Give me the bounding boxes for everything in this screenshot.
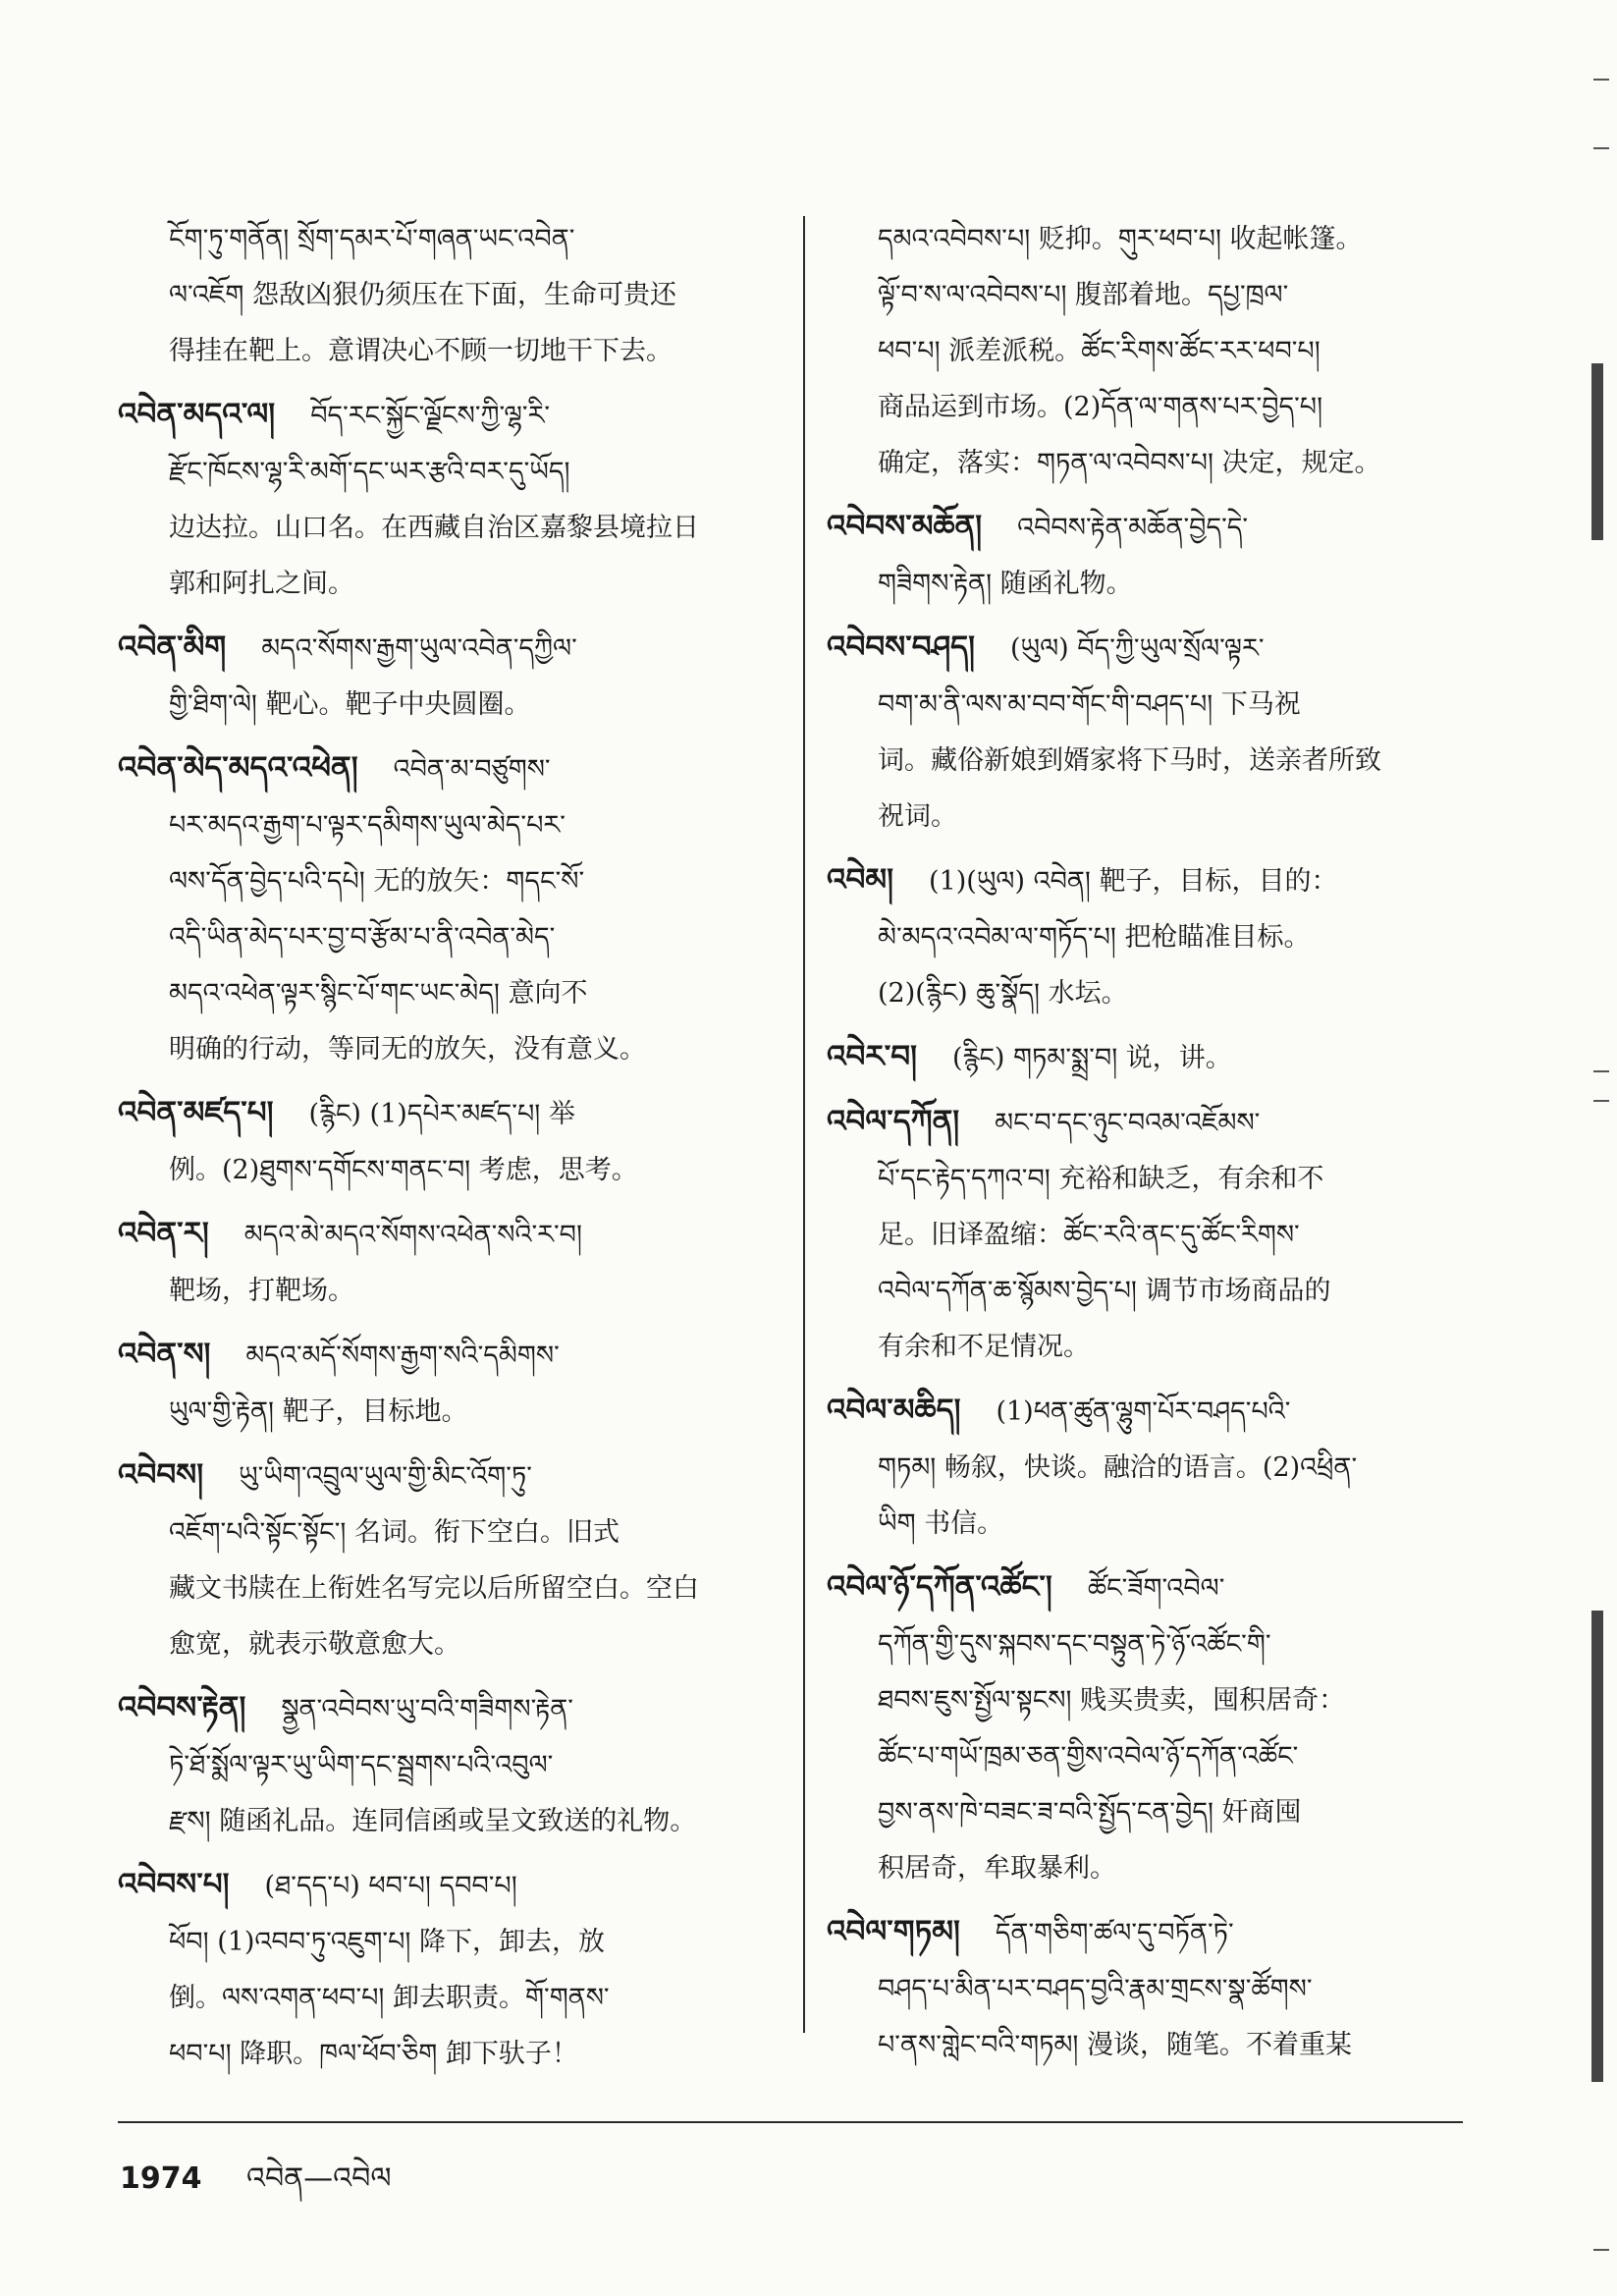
headword: འབེན་མིག bbox=[118, 629, 227, 665]
entry-line bbox=[118, 740, 795, 797]
headword: འབེན་ས། bbox=[118, 1337, 211, 1372]
entry-text: ལས་དོན་བྱེད་པའི་དཔེ། 无的放矢：གདང་སོ་ bbox=[169, 866, 585, 897]
entry-line bbox=[118, 267, 795, 323]
entry-line bbox=[827, 267, 1475, 323]
entry-line bbox=[827, 556, 1475, 612]
headword: འབེབས། bbox=[118, 1457, 204, 1493]
entry-line bbox=[118, 1327, 795, 1384]
headword: འབེན་ར། bbox=[118, 1216, 209, 1251]
entry-line bbox=[118, 677, 795, 733]
scan-edge-tick bbox=[1593, 1100, 1609, 1102]
entry-text: བག་མ་ནི་ལས་མ་བབ་གོང་གི་བཤད་པ། 下马祝 bbox=[878, 689, 1301, 720]
entry-line bbox=[827, 1961, 1475, 2017]
entry-line bbox=[118, 556, 795, 612]
headword: འབེལ་དཀོན། bbox=[827, 1104, 960, 1139]
entry-line bbox=[118, 444, 795, 500]
entry-line bbox=[827, 1728, 1475, 1784]
entry-text: (ཡུལ) བོད་ཀྱི་ཡུལ་སྲོལ་ལྟར་ bbox=[1010, 633, 1265, 664]
entry-text: ཡུལ་གྱི་རྟེན། 靶子，目标地。 bbox=[169, 1396, 468, 1427]
entry-text: 词。藏俗新娘到婿家将下马时，送亲者所致 bbox=[878, 745, 1381, 776]
entry-text: འཇོག་པའི་སྟོང་སྟོང་། 名词。衔下空白。旧式 bbox=[169, 1517, 620, 1548]
entry-text: མདའ་མེ་མདའ་སོགས་འཕེན་སའི་ར་བ། bbox=[243, 1220, 582, 1250]
entry-text: 例。(2)ཐུགས་དགོངས་གནང་བ། 考虑，思考。 bbox=[169, 1155, 638, 1185]
entry-line bbox=[118, 1560, 795, 1616]
entry-text: ཕབ་པ། 派差派税。ཚོང་རིགས་ཚོང་རར་ཕབ་པ། bbox=[878, 336, 1321, 366]
dictionary-entry bbox=[827, 1559, 1475, 1896]
entry-line bbox=[827, 909, 1475, 965]
bottom-rule bbox=[118, 2121, 1463, 2123]
entry-text: མདའ་འཕེན་ལྟར་སྙིང་པོ་གང་ཡང་མེད། 意向不 bbox=[169, 978, 588, 1009]
entry-line bbox=[827, 2017, 1475, 2073]
dictionary-entry bbox=[118, 1680, 795, 1849]
entry-line bbox=[827, 1784, 1475, 1840]
entry-line bbox=[118, 1857, 795, 1914]
entry-text: ཕོབ། (1)འབབ་ཏུ་འཇུག་པ། 降下，卸去，放 bbox=[169, 1927, 605, 1957]
entry-line bbox=[118, 500, 795, 556]
entry-line bbox=[118, 1206, 795, 1263]
scan-edge-tick bbox=[1593, 2249, 1609, 2251]
headword: འབེན་མཛད་པ། bbox=[118, 1095, 274, 1130]
entry-text: 确定，落实：གཏན་ལ་འབེབས་པ། 决定，规定。 bbox=[878, 448, 1381, 478]
headword: འབེན་མེད་མདའ་འཕེན། bbox=[118, 750, 358, 786]
entry-text: 得挂在靶上。意谓决心不顾一切地干下去。 bbox=[169, 336, 673, 366]
entry-text: 积居奇，牟取暴利。 bbox=[878, 1853, 1116, 1884]
page-range: འབེན—འབེལ bbox=[246, 2161, 392, 2196]
dictionary-entry bbox=[118, 1448, 795, 1672]
headword: འབེབས་རྟེན། bbox=[118, 1690, 246, 1725]
scan-edge-marks bbox=[1578, 0, 1617, 2296]
entry-text: མདའ་མདོ་སོགས་རྒྱག་སའི་དམིགས་ bbox=[245, 1340, 560, 1371]
headword: འབེབས་བཤད། bbox=[827, 629, 976, 665]
scan-edge-tick bbox=[1593, 1070, 1609, 1072]
entry-line bbox=[827, 1029, 1475, 1086]
entry-text: མང་བ་དང་ཉུང་བའམ་འཇོམས་ bbox=[995, 1108, 1261, 1138]
entry-line bbox=[827, 1263, 1475, 1319]
entry-line bbox=[118, 1142, 795, 1198]
entry-text: 郭和阿扎之间。 bbox=[169, 569, 354, 599]
entry-text: 藏文书牍在上衔姓名写完以后所留空白。空白 bbox=[169, 1573, 699, 1604]
entry-text: འདི་ཡིན་མེད་པར་བྱ་བ་རྩོམ་པ་ནི་འབེན་མེད་ bbox=[169, 922, 556, 953]
entry-line bbox=[827, 677, 1475, 733]
entry-text: བྱས་ནས་ཁེ་བཟང་ཟ་བའི་སྤྱོད་ངན་བྱེད། 奸商囤 bbox=[878, 1797, 1302, 1828]
left-column bbox=[118, 211, 795, 2090]
entry-text: (2)(རྙིང) ཆུ་སྣོད། 水坛。 bbox=[878, 978, 1128, 1009]
dictionary-entry bbox=[118, 211, 795, 379]
entry-text: སྣྱན་འབེབས་ཡུ་བའི་གཟིགས་རྟེན་ bbox=[281, 1694, 573, 1724]
entry-text: རྫས། 随函礼品。连同信函或呈文致送的礼物。 bbox=[169, 1806, 697, 1836]
entry-line bbox=[118, 965, 795, 1021]
entry-line bbox=[827, 965, 1475, 1021]
entry-text: (1)ཕན་ཚུན་ལྷུག་པོར་བཤད་པའི་ bbox=[996, 1396, 1291, 1427]
entry-line bbox=[118, 1085, 795, 1142]
entry-line bbox=[827, 435, 1475, 491]
entry-line bbox=[118, 1970, 795, 2026]
entry-line bbox=[827, 1496, 1475, 1552]
entry-line bbox=[827, 1383, 1475, 1440]
entry-text: པོ་དང་རྟེད་དཀའ་བ། 充裕和缺乏，有余和不 bbox=[878, 1164, 1324, 1194]
entry-line bbox=[827, 1672, 1475, 1728]
page-number: 1974 bbox=[120, 2161, 202, 2196]
entry-line bbox=[118, 1616, 795, 1672]
entry-line bbox=[827, 1319, 1475, 1375]
entry-text: འབེབས་རྟེན་མཆོན་བྱེད་དེ་ bbox=[1017, 513, 1249, 543]
entry-text: 愈宽，就表示敬意愈大。 bbox=[169, 1629, 460, 1660]
entry-text: ངོག་ཏུ་གནོན། སྲོག་དམར་པོ་གཞན་ཡང་འབེན་ bbox=[169, 224, 575, 254]
entry-text: རྫོང་ཁོངས་ལྷ་རི་མགོ་དང་ཡར་རྩའི་བར་དུ་ཡོད། bbox=[169, 457, 570, 487]
right-column bbox=[827, 211, 1475, 2081]
entry-text: པར་མདའ་རྒྱག་པ་ལྟར་དམིགས་ཡུལ་མེད་པར་ bbox=[169, 810, 566, 841]
entry-text: དོན་གཅིག་ཚལ་དུ་བཏོན་ཏེ་ bbox=[995, 1918, 1234, 1948]
entry-line bbox=[827, 1440, 1475, 1496]
entry-line bbox=[827, 1840, 1475, 1896]
entry-line bbox=[827, 1904, 1475, 1961]
entry-text: 边达拉。山口名。在西藏自治区嘉黎县境拉日 bbox=[169, 513, 699, 543]
entry-text: དམའ་འབེབས་པ། 贬抑。གུར་ཕབ་པ། 收起帐篷。 bbox=[878, 224, 1363, 254]
entry-line bbox=[118, 2026, 795, 2082]
entry-line bbox=[118, 853, 795, 909]
entry-text: བཤད་པ་མིན་པར་བཤད་བྱའི་རྣམ་གྲངས་སྣ་ཚོགས་ bbox=[878, 1974, 1313, 2004]
entry-text: མདའ་སོགས་རྒྱག་ཡུལ་འབེན་དཀྱིལ་ bbox=[261, 633, 577, 664]
dictionary-entry bbox=[827, 1904, 1475, 2073]
entry-line bbox=[118, 620, 795, 677]
entry-text: (རྙིང) (1)དཔེར་མཛད་པ། 举 bbox=[308, 1099, 575, 1129]
entry-text: འབེལ་དཀོན་ཆ་སྙོམས་བྱེད་པ། 调节市场商品的 bbox=[878, 1276, 1331, 1306]
dictionary-entry bbox=[827, 1383, 1475, 1552]
entry-line bbox=[827, 379, 1475, 435]
scan-edge-bar bbox=[1591, 363, 1603, 540]
entry-line bbox=[118, 797, 795, 853]
entry-line bbox=[827, 1094, 1475, 1151]
entry-text: 明确的行动，等同无的放矢，没有意义。 bbox=[169, 1034, 646, 1065]
dictionary-entry bbox=[118, 1206, 795, 1319]
entry-text: 倒。ལས་འགན་ཕབ་པ། 卸去职责。གོ་གནས་ bbox=[169, 1983, 610, 2013]
dictionary-entry bbox=[827, 1094, 1475, 1375]
entry-line bbox=[118, 1737, 795, 1793]
dictionary-entry bbox=[118, 387, 795, 612]
entry-line bbox=[827, 1207, 1475, 1263]
scan-edge-bar bbox=[1591, 1611, 1603, 2082]
entry-line bbox=[118, 323, 795, 379]
entry-text: (རྙིང) གཏམ་སྨྲ་བ། 说，讲。 bbox=[951, 1043, 1232, 1073]
entry-text: གཏམ། 畅叙，快谈。融洽的语言。(2)འཕྲིན་ bbox=[878, 1452, 1358, 1483]
scan-edge-tick bbox=[1593, 147, 1609, 149]
dictionary-entry bbox=[827, 499, 1475, 612]
dictionary-entry bbox=[118, 740, 795, 1077]
entry-text: 足。旧译盈缩：ཚོང་རའི་ནང་དུ་ཚོང་རིགས་ bbox=[878, 1220, 1300, 1250]
entry-text: 商品运到市场。(2)དོན་ལ་གནས་པར་བྱེད་པ། bbox=[878, 392, 1323, 422]
entry-line bbox=[118, 1680, 795, 1737]
dictionary-entry bbox=[827, 620, 1475, 845]
dictionary-entry bbox=[118, 1857, 795, 2082]
entry-line bbox=[118, 387, 795, 444]
entry-text: འབེན་མ་བཙུགས་ bbox=[393, 754, 551, 785]
entry-line bbox=[118, 1504, 795, 1560]
dictionary-entry bbox=[118, 620, 795, 733]
entry-text: མེ་མདའ་འབེམ་ལ་གཏོད་པ། 把枪瞄准目标。 bbox=[878, 922, 1311, 953]
entry-text: དཀོན་གྱི་དུས་སྐབས་དང་བསྟུན་ཏེ་ཉོ་འཚོང་གི་ bbox=[878, 1629, 1271, 1660]
dictionary-entry bbox=[827, 211, 1475, 491]
entry-text: 有余和不足情况。 bbox=[878, 1332, 1090, 1362]
entry-text: གྱི་ཐིག་ལེ། 靶心。靶子中央圆圈。 bbox=[169, 689, 531, 720]
headword: འབེན་མདའ་ལ། bbox=[118, 397, 276, 432]
headword: འབེབས་པ། bbox=[118, 1867, 230, 1902]
entry-line bbox=[118, 1793, 795, 1849]
headword: འབེམ། bbox=[827, 862, 894, 898]
entry-line bbox=[118, 909, 795, 965]
entry-line bbox=[118, 1448, 795, 1504]
entry-line bbox=[118, 1021, 795, 1077]
headword: འབེལ་མཆིད། bbox=[827, 1393, 961, 1428]
entry-line bbox=[118, 211, 795, 267]
entry-line bbox=[827, 211, 1475, 267]
entry-text: ཡིག 书信。 bbox=[878, 1508, 1004, 1539]
entry-text: (ཐ་དད་པ) ཕབ་པ། དབབ་པ། bbox=[264, 1871, 517, 1901]
dictionary-entry bbox=[827, 852, 1475, 1021]
column-divider bbox=[803, 216, 805, 2033]
entry-text: བོད་རང་སྐྱོང་ལྗོངས་ཀྱི་ལྷ་རི་ bbox=[310, 401, 551, 431]
entry-text: ལྟོ་བ་ས་ལ་འབེབས་པ། 腹部着地。དཔྱ་ཁྲལ་ bbox=[878, 280, 1289, 310]
dictionary-entry bbox=[118, 1327, 795, 1440]
entry-text: ཡུ་ཡིག་འབྲུལ་ཡུལ་གྱི་མིང་འོག་ཏུ་ bbox=[239, 1461, 532, 1492]
entry-line bbox=[118, 1914, 795, 1970]
entry-text: ཚོང་པ་གཡོ་ཁྲམ་ཅན་གྱིས་འབེལ་ཉོ་དཀོན་འཚོང་ bbox=[878, 1741, 1299, 1772]
entry-text: ཏེ་ཐོ་སྨོལ་ལྟར་ཡུ་ཡིག་དང་སྦྲགས་པའི་འབུལ་ bbox=[169, 1750, 554, 1780]
entry-text: 祝词。 bbox=[878, 801, 957, 832]
headword: འབེར་བ། bbox=[827, 1039, 917, 1074]
headword: འབེལ་ཉོ་དཀོན་འཚོང་། bbox=[827, 1569, 1052, 1605]
entry-text: ཐབས་ཇུས་སྤྱོལ་སྟངས། 贱买贵卖，囤积居奇： bbox=[878, 1685, 1346, 1716]
entry-line bbox=[827, 1616, 1475, 1672]
entry-line bbox=[827, 323, 1475, 379]
entry-line bbox=[827, 499, 1475, 556]
entry-line bbox=[827, 620, 1475, 677]
entry-line bbox=[118, 1384, 795, 1440]
entry-text: གཟིགས་རྟེན། 随函礼物。 bbox=[878, 569, 1133, 599]
entry-line bbox=[827, 789, 1475, 845]
entry-text: ཕབ་པ། 降职。ཁལ་ཕོབ་ཅིག 卸下驮子！ bbox=[169, 2039, 578, 2069]
dictionary-entry bbox=[118, 1085, 795, 1198]
page-footer bbox=[120, 2146, 392, 2228]
entry-text: 靶场，打靶场。 bbox=[169, 1276, 354, 1306]
entry-text: (1)(ཡུལ) འབེན། 靶子，目标，目的： bbox=[929, 866, 1338, 897]
entry-line bbox=[827, 733, 1475, 789]
entry-line bbox=[827, 852, 1475, 909]
entry-line bbox=[827, 1559, 1475, 1616]
entry-text: པ་ནས་གླེང་བའི་གཏམ། 漫谈，随笔。不着重某 bbox=[878, 2030, 1352, 2060]
entry-text: ཚོང་ཟོག་འབེལ་ bbox=[1087, 1573, 1225, 1604]
scan-edge-tick bbox=[1593, 79, 1609, 81]
entry-line bbox=[118, 1263, 795, 1319]
headword: འབེབས་མཆོན། bbox=[827, 509, 983, 544]
entry-text: ལ་འཇོག 怨敌凶狠仍须压在下面，生命可贵还 bbox=[169, 280, 676, 310]
headword: འབེལ་གཏམ། bbox=[827, 1914, 960, 1949]
dictionary-entry bbox=[827, 1029, 1475, 1086]
entry-line bbox=[827, 1151, 1475, 1207]
